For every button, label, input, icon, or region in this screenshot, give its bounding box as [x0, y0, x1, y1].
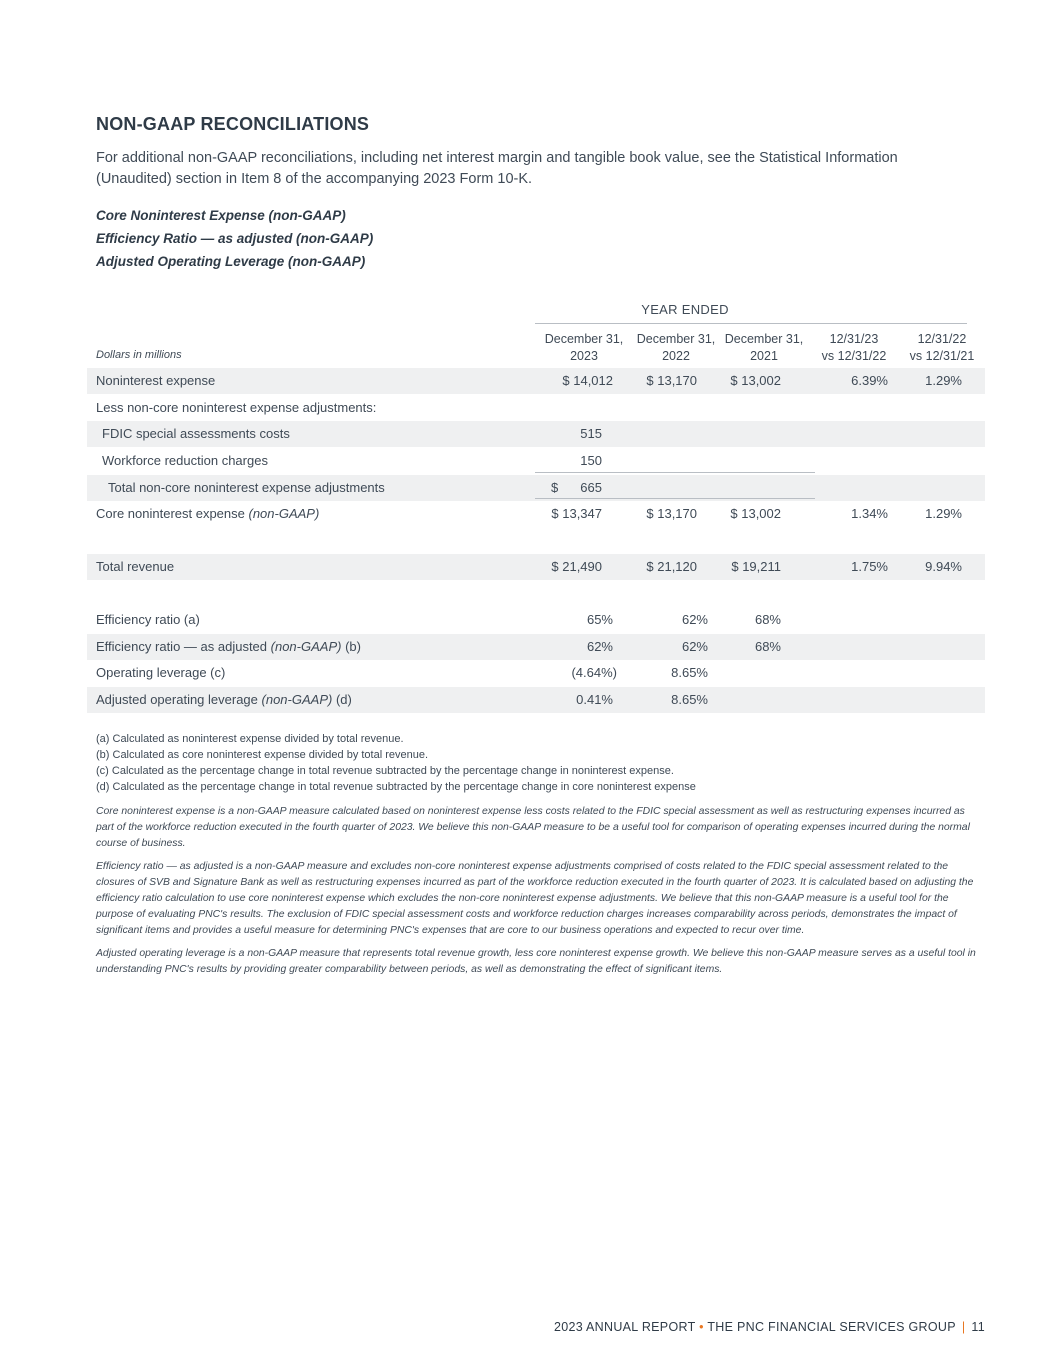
cell-2022: 8.65%: [671, 692, 708, 707]
table-row: [87, 395, 985, 421]
row-label: Total non-core noninterest expense adjustments: [108, 480, 385, 495]
row-label: Core noninterest expense (non-GAAP): [96, 506, 320, 521]
row-label: Adjusted operating leverage (non-GAAP) (d): [96, 692, 352, 707]
footer-company: THE PNC FINANCIAL SERVICES GROUP: [707, 1320, 956, 1334]
cell-change-22-21: 9.94%: [925, 559, 962, 574]
table-row: [87, 634, 985, 660]
cell-2022: 8.65%: [671, 665, 708, 680]
cell-change-23-22: 1.75%: [851, 559, 888, 574]
row-label: Less non-core noninterest expense adjustments:: [96, 400, 377, 415]
note-efficiency-ratio: Efficiency ratio — as adjusted is a non-GAAP measure and excludes non-core noninterest expense adjustments comprised of costs related to the FDIC special assessment related to the closures of SVB and Signature Bank as well as restructuring expenses incurred as part of the workforce reduction executed in the fourth quarter of 2023. It is calculated based on adjusting the efficiency ratio calculation to use core noninterest expense which excludes the non-core noninterest expense adjustments. We believe that this non-GAAP measure is a useful tool for the purpose of evaluating PNC's results. The exclusion of FDIC special assessment costs and workforce reduction charges increases comparability across periods, demonstrates the impact of significant items and provides a useful measure for determining PNC's expenses that are core to our business operations and expected to recur over time.: [96, 861, 974, 936]
cell-2022: 62%: [681, 639, 708, 654]
table-row: [87, 687, 985, 713]
intro-paragraph: For additional non-GAAP reconciliations, including net interest margin and tangible book value, see the Statistical Information (Unaudited) section in Item 8 of the accompanying 2023 Form 10-K.: [96, 150, 898, 187]
row-label: FDIC special assessments costs: [102, 426, 290, 441]
cell-2022: 62%: [681, 612, 708, 627]
column-header-2023: December 31, 2023: [544, 332, 624, 363]
explanatory-notes: [96, 804, 984, 985]
cell-2023-currency: $: [551, 480, 559, 495]
cell-2023: $ 21,490: [551, 559, 602, 574]
page-title: NON-GAAP RECONCILIATIONS: [96, 114, 370, 134]
cell-2023: 665: [580, 480, 602, 495]
page-number: 11: [971, 1320, 985, 1334]
year-ended-header: YEAR ENDED: [641, 302, 729, 317]
table-row: [87, 660, 985, 686]
subtotal-rule: [535, 472, 815, 473]
footer-separator: |: [961, 1320, 966, 1334]
cell-2023: $ 14,012: [562, 373, 613, 388]
row-label: Efficiency ratio (a): [96, 612, 200, 627]
units-label: Dollars in millions: [96, 349, 182, 361]
note-core-expense: Core noninterest expense is a non-GAAP measure calculated based on noninterest expense less costs related to the FDIC special assessment as well as restructuring expenses incurred as part of the workforce reduction executed in the fourth quarter of 2023. We believe this non-GAAP measure to be a useful tool for comparison of operating expenses incurred during the normal course of business.: [96, 806, 970, 849]
cell-2022: $ 13,170: [646, 373, 697, 388]
footer-report-label: 2023 ANNUAL REPORT: [553, 1320, 696, 1334]
cell-change-22-21: 1.29%: [925, 506, 962, 521]
total-rule: [535, 498, 815, 499]
cell-2021: 68%: [754, 612, 781, 627]
cell-2023: 65%: [586, 612, 613, 627]
row-label: Operating leverage (c): [96, 665, 226, 680]
cell-2022: $ 21,120: [646, 559, 697, 574]
row-label: Total revenue: [96, 559, 175, 574]
row-label: Efficiency ratio — as adjusted (non-GAAP) (b): [96, 639, 361, 654]
column-header-2021: December 31, 2021: [724, 332, 804, 363]
cell-change-23-22: 1.34%: [851, 506, 888, 521]
footnote-d: (d) Calculated as the percentage change in total revenue subtracted by the percentage change in core noninterest expense: [96, 781, 696, 793]
cell-2023: 62%: [586, 639, 613, 654]
table-row: [87, 501, 985, 527]
footnotes: [96, 731, 696, 795]
table-row: [87, 448, 985, 474]
table-subtitles: [96, 204, 373, 273]
cell-2021: 68%: [754, 639, 781, 654]
year-ended-rule: [535, 323, 967, 324]
footnote-b: (b) Calculated as core noninterest expense divided by total revenue.: [96, 749, 429, 761]
table-row: [87, 368, 985, 394]
cell-2023: $ 13,347: [551, 506, 602, 521]
column-header-change-23-22: 12/31/23 vs 12/31/22: [821, 332, 887, 363]
footer-bullet: •: [699, 1320, 704, 1334]
footnote-a: (a) Calculated as noninterest expense divided by total revenue.: [96, 733, 404, 745]
table-row: [87, 554, 985, 580]
subtitle-core-expense: Core Noninterest Expense (non-GAAP): [96, 208, 346, 223]
footnote-c: (c) Calculated as the percentage change in total revenue subtracted by the percentage change in noninterest expense.: [96, 765, 674, 777]
cell-2021: $ 19,211: [731, 559, 781, 574]
cell-2021: $ 13,002: [730, 373, 781, 388]
subtitle-efficiency-ratio: Efficiency Ratio — as adjusted (non-GAAP): [96, 231, 374, 246]
table-row: [87, 607, 985, 633]
cell-2023: 515: [580, 426, 602, 441]
cell-2022: $ 13,170: [646, 506, 697, 521]
table-row: [87, 421, 985, 447]
page-footer: [554, 1320, 985, 1334]
note-operating-leverage: Adjusted operating leverage is a non-GAAP measure that represents total revenue growth, less core noninterest expense growth. We believe this non-GAAP measure serves as a useful tool in understanding PNC's results by providing greater comparability between periods, as well as demonstrating the effect of significant items.: [96, 948, 976, 975]
cell-2023: 150: [580, 453, 602, 468]
cell-change-22-21: 1.29%: [925, 373, 962, 388]
column-header-change-22-21: 12/31/22 vs 12/31/21: [909, 332, 975, 363]
row-label: Workforce reduction charges: [102, 453, 268, 468]
cell-2023: (4.64%): [571, 665, 617, 680]
column-header-2022: December 31, 2022: [636, 332, 716, 363]
cell-2021: $ 13,002: [730, 506, 781, 521]
row-label: Noninterest expense: [96, 373, 216, 388]
cell-2023: 0.41%: [576, 692, 613, 707]
cell-change-23-22: 6.39%: [851, 373, 888, 388]
subtitle-operating-leverage: Adjusted Operating Leverage (non-GAAP): [96, 254, 366, 269]
